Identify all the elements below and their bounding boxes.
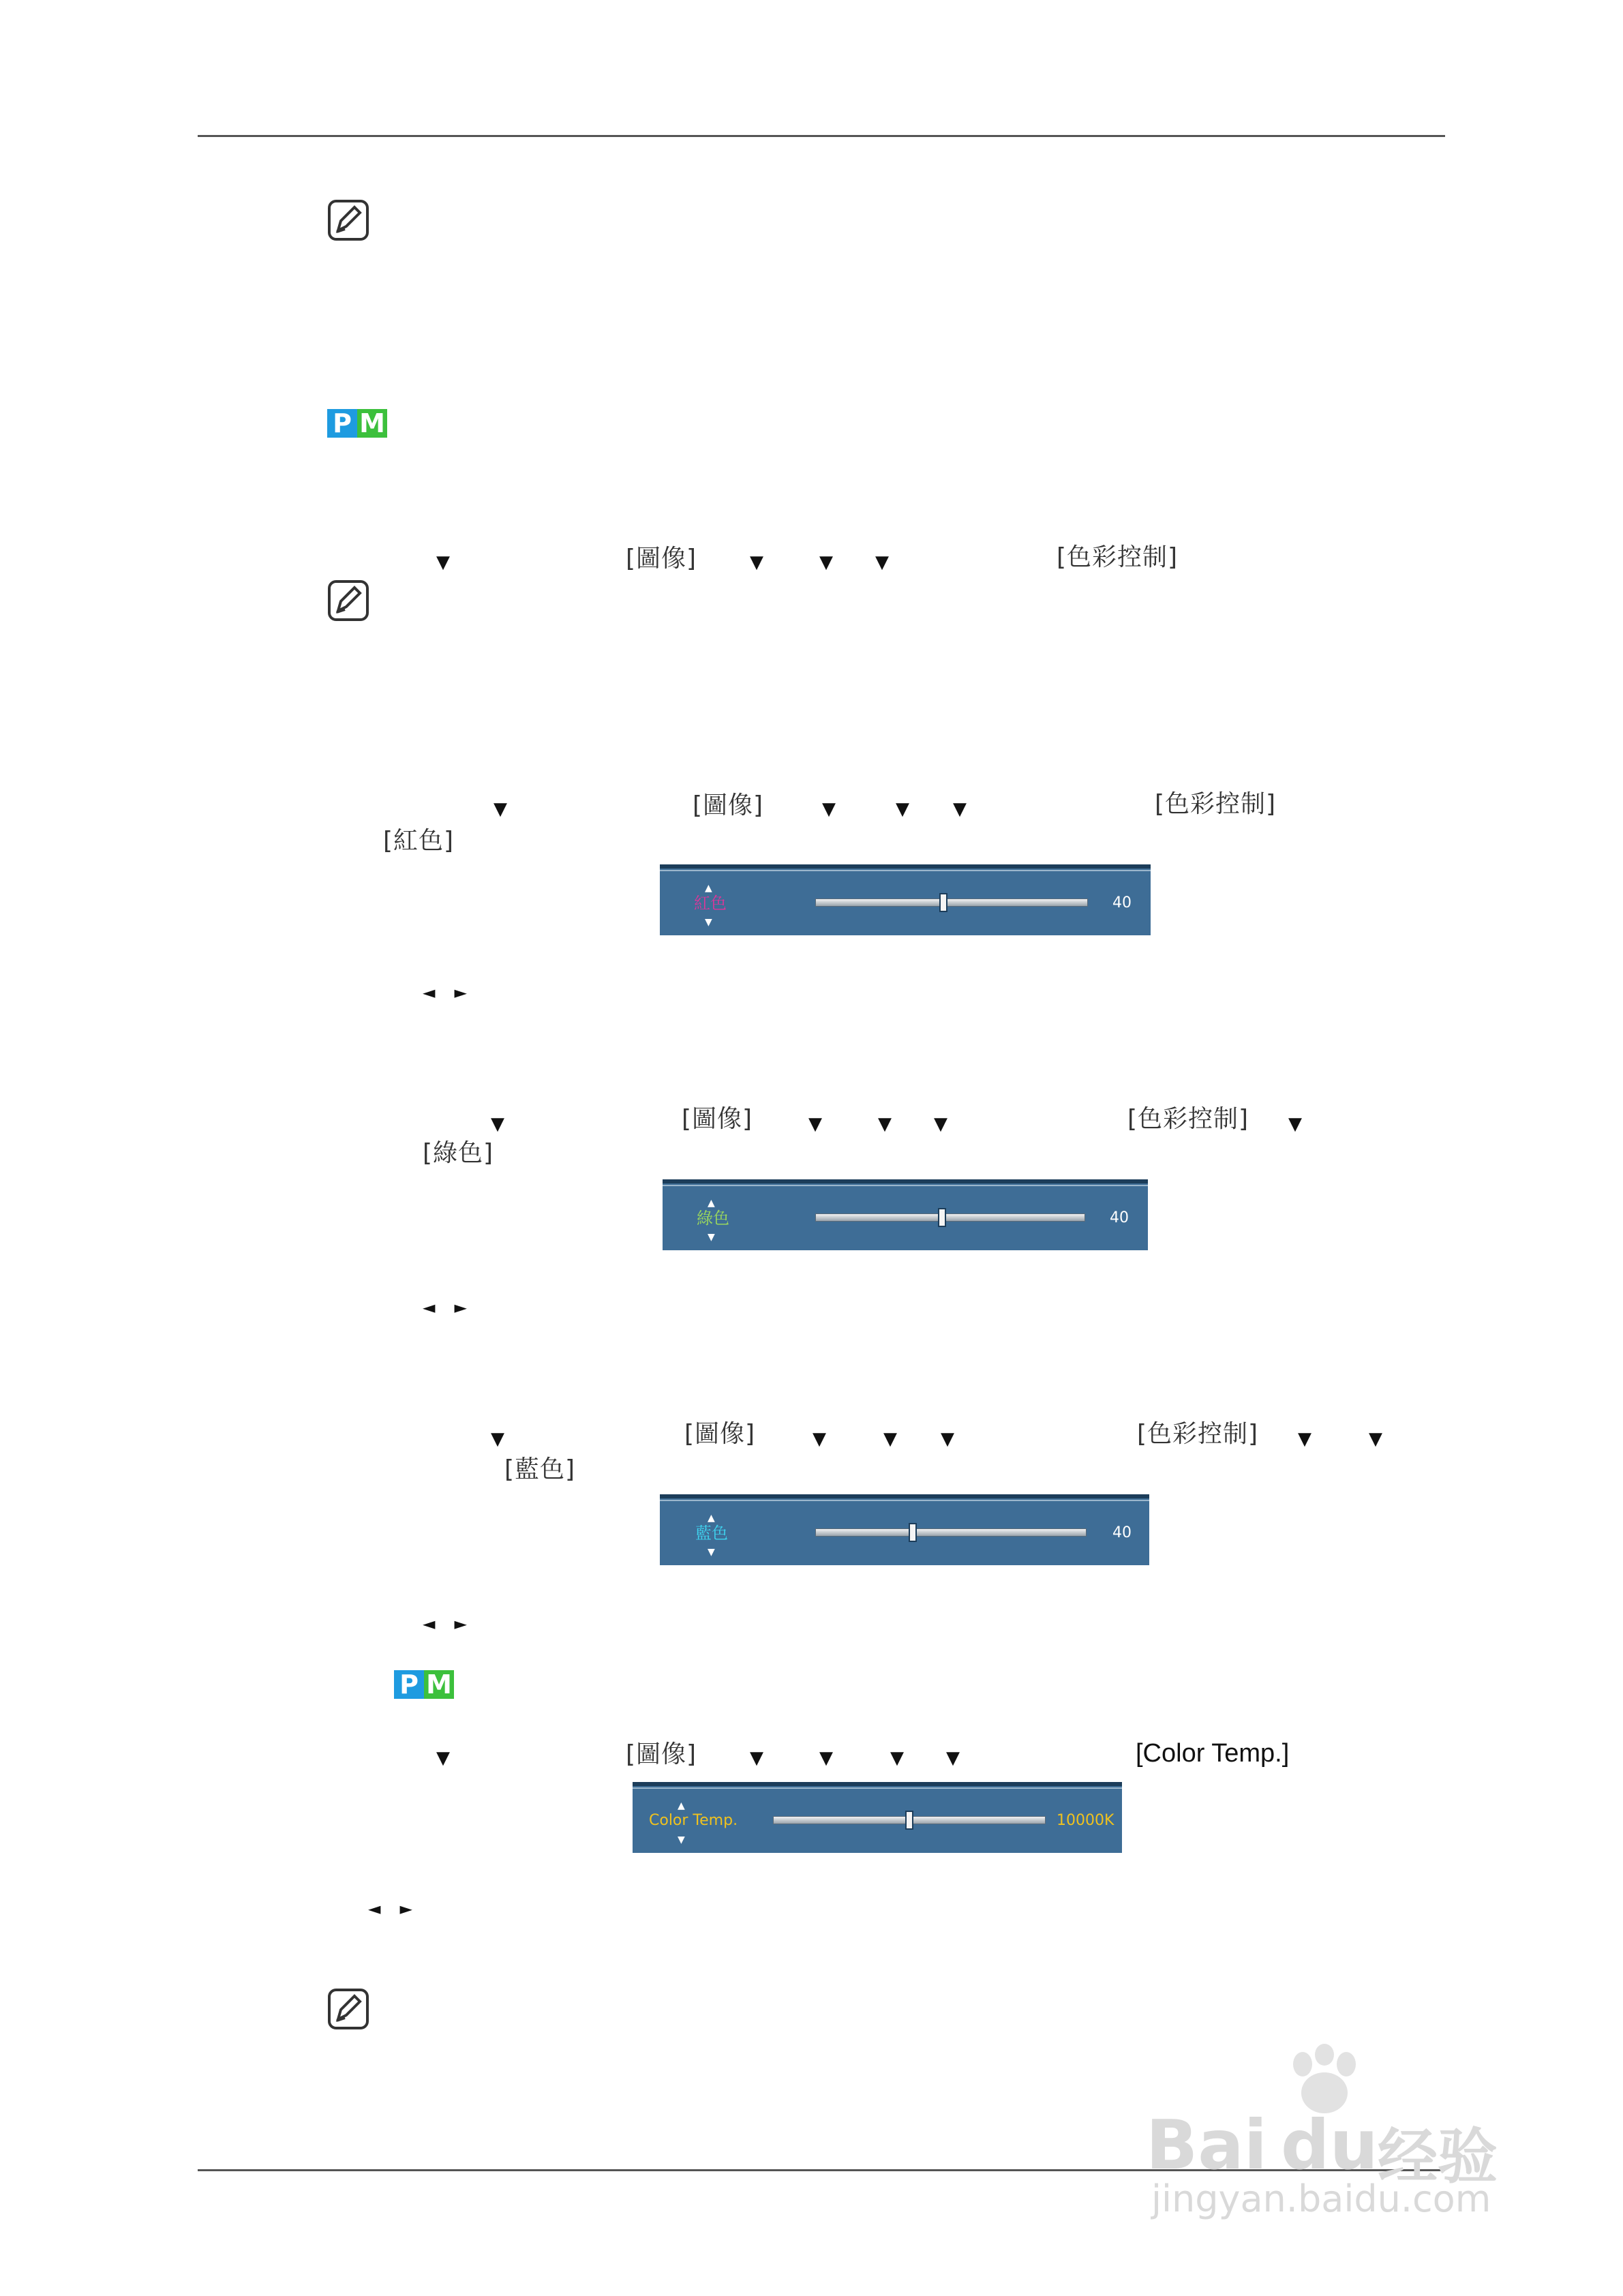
label-image-menu: [圖像] [693, 791, 764, 819]
left-right-arrows [423, 984, 486, 1001]
osd-green-value: 40 [1110, 1209, 1129, 1226]
arrow-left-icon: ◄ [423, 1298, 455, 1317]
up-icon: ▲ [705, 883, 712, 894]
watermark-du: du [1281, 2105, 1378, 2185]
top-rule [198, 135, 1445, 137]
label-blue: [藍色] [504, 1455, 576, 1483]
arrow-down-icon: ▼ [819, 1748, 833, 1768]
arrow-left-icon: ◄ [423, 1614, 455, 1633]
osd-red-label: 紅色 [694, 894, 727, 913]
pm-badge-icon [394, 1670, 454, 1699]
arrow-down-icon: ▼ [822, 799, 836, 819]
arrow-down-icon: ▼ [953, 799, 967, 819]
arrow-down-icon: ▼ [890, 1748, 904, 1768]
watermark-brand: Bai [1146, 2105, 1267, 2185]
arrow-down-icon: ▼ [813, 1429, 826, 1449]
note-icon [327, 1988, 369, 2030]
note-icon [327, 579, 369, 622]
arrow-down-icon: ▼ [878, 1114, 892, 1134]
left-right-arrows [368, 1901, 431, 1917]
arrow-down-icon: ▼ [896, 799, 909, 819]
watermark-cn: 经验 [1378, 2121, 1498, 2192]
osd-color-temp-slider[interactable] [633, 1782, 1122, 1853]
pm-badge-p: P [327, 409, 357, 438]
label-image-menu: [圖像] [682, 1105, 753, 1133]
arrow-down-icon: ▼ [875, 552, 889, 573]
osd-blue-label: 藍色 [695, 1524, 728, 1543]
note-icon [327, 199, 369, 241]
osd-color-temp-label: Color Temp. [649, 1812, 738, 1829]
up-icon: ▲ [708, 1513, 715, 1524]
arrow-left-icon: ◄ [368, 1899, 400, 1918]
slider-thumb[interactable] [938, 1208, 946, 1227]
arrow-down-icon: ▼ [808, 1114, 822, 1134]
label-color-control: [色彩控制] [1137, 1420, 1259, 1448]
label-color-control: [色彩控制] [1155, 790, 1277, 818]
pm-badge-m: M [424, 1670, 454, 1699]
arrow-right-icon: ► [454, 1614, 486, 1633]
pm-badge-p: P [394, 1670, 424, 1699]
slider-track[interactable] [815, 1528, 1087, 1537]
arrow-down-icon: ▼ [934, 1114, 947, 1134]
up-icon: ▲ [678, 1800, 685, 1811]
arrow-down-icon: ▼ [494, 799, 507, 819]
arrow-down-icon: ▼ [1369, 1429, 1382, 1449]
baidu-watermark [1146, 2044, 1528, 2221]
up-icon: ▲ [708, 1198, 715, 1209]
osd-blue-value: 40 [1112, 1524, 1132, 1541]
label-color-control: [色彩控制] [1127, 1105, 1249, 1133]
arrow-down-icon: ▼ [750, 1748, 763, 1768]
arrow-right-icon: ► [454, 983, 486, 1002]
arrow-down-icon: ▼ [436, 1748, 450, 1768]
arrow-right-icon: ► [399, 1899, 431, 1918]
watermark-url: jingyan.baidu.com [1151, 2177, 1491, 2220]
arrow-down-icon: ▼ [1298, 1429, 1311, 1449]
down-icon: ▼ [708, 1232, 715, 1243]
label-color-control: [色彩控制] [1057, 543, 1179, 571]
label-image-menu: [圖像] [626, 545, 697, 573]
osd-red-slider[interactable] [660, 864, 1151, 935]
left-right-arrows [423, 1616, 486, 1632]
arrow-down-icon: ▼ [883, 1429, 897, 1449]
slider-thumb[interactable] [905, 1811, 913, 1830]
slider-track[interactable] [815, 1213, 1085, 1222]
slider-thumb[interactable] [939, 893, 947, 912]
pm-badge-m: M [357, 409, 387, 438]
arrow-down-icon: ▼ [491, 1114, 504, 1134]
arrow-right-icon: ► [454, 1298, 486, 1317]
left-right-arrows [423, 1299, 486, 1316]
pm-badge-icon [327, 409, 387, 438]
osd-green-slider[interactable] [663, 1179, 1148, 1250]
osd-green-label: 綠色 [697, 1209, 729, 1228]
arrow-down-icon: ▼ [946, 1748, 960, 1768]
label-image-menu: [圖像] [684, 1420, 756, 1448]
down-icon: ▼ [705, 917, 712, 928]
label-green: [綠色] [423, 1139, 494, 1167]
slider-thumb[interactable] [909, 1523, 917, 1542]
slider-track[interactable] [815, 898, 1088, 907]
label-red: [紅色] [383, 827, 455, 855]
arrow-down-icon: ▼ [941, 1429, 954, 1449]
arrow-left-icon: ◄ [423, 983, 455, 1002]
arrow-down-icon: ▼ [750, 552, 763, 573]
arrow-down-icon: ▼ [491, 1429, 504, 1449]
down-icon: ▼ [708, 1547, 715, 1558]
label-color-temp: [Color Temp.] [1136, 1739, 1290, 1768]
arrow-down-icon: ▼ [436, 552, 450, 573]
label-image-menu: [圖像] [626, 1740, 697, 1768]
down-icon: ▼ [678, 1834, 685, 1845]
arrow-down-icon: ▼ [1288, 1114, 1302, 1134]
osd-color-temp-value: 10000K [1057, 1812, 1114, 1829]
osd-red-value: 40 [1112, 894, 1132, 911]
arrow-down-icon: ▼ [819, 552, 833, 573]
osd-blue-slider[interactable] [660, 1494, 1149, 1565]
